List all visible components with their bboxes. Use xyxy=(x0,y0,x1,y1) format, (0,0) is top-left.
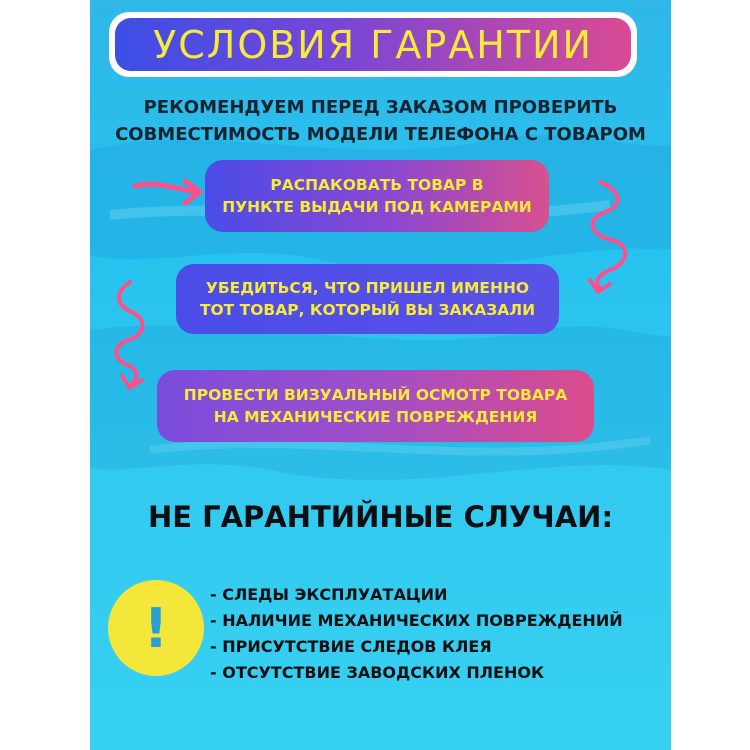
intro-line-1: РЕКОМЕНДУЕМ ПЕРЕД ЗАКАЗОМ ПРОВЕРИТЬ xyxy=(143,97,618,118)
step-3-line-2: НА МЕХАНИЧЕСКИЕ ПОВРЕЖДЕНИЯ xyxy=(213,408,538,426)
non-warranty-list xyxy=(210,582,623,686)
step-unpack xyxy=(205,160,549,232)
list-item: - ПРИСУТСТВИЕ СЛЕДОВ КЛЕЯ xyxy=(210,637,492,656)
step-verify-item xyxy=(176,264,559,334)
arrow-right-icon xyxy=(135,181,200,203)
intro-line-2: СОВМЕСТИМОСТЬ МОДЕЛИ ТЕЛЕФОНА С ТОВАРОМ xyxy=(115,124,646,145)
step-3-line-1: ПРОВЕСТИ ВИЗУАЛЬНЫЙ ОСМОТР ТОВАРА xyxy=(183,386,568,404)
step-1-line-1: РАСПАКОВАТЬ ТОВАР В xyxy=(270,176,484,194)
step-1-line-2: ПУНКТЕ ВЫДАЧИ ПОД КАМЕРАМИ xyxy=(222,198,532,216)
list-item: - СЛЕДЫ ЭКСПЛУАТАЦИИ xyxy=(210,585,448,604)
page-title: УСЛОВИЯ ГАРАНТИИ xyxy=(153,22,593,67)
warranty-poster xyxy=(90,0,671,750)
list-item: - НАЛИЧИЕ МЕХАНИЧЕСКИХ ПОВРЕЖДЕНИЙ xyxy=(210,611,623,630)
step-2-line-2: ТОТ ТОВАР, КОТОРЫЙ ВЫ ЗАКАЗАЛИ xyxy=(199,301,536,319)
squiggle-arrow-icon xyxy=(590,182,625,292)
list-item: - ОТСУТСТВИЕ ЗАВОДСКИХ ПЛЕНОК xyxy=(210,663,545,682)
step-2-line-1: УБЕДИТЬСЯ, ЧТО ПРИШЕЛ ИМЕННО xyxy=(205,279,530,297)
squiggle-arrow-icon xyxy=(116,282,142,388)
exclamation-icon xyxy=(108,580,204,676)
step-inspect xyxy=(157,370,594,442)
non-warranty-heading: НЕ ГАРАНТИЙНЫЕ СЛУЧАИ: xyxy=(147,500,614,534)
exclamation-glyph: ! xyxy=(143,596,169,660)
